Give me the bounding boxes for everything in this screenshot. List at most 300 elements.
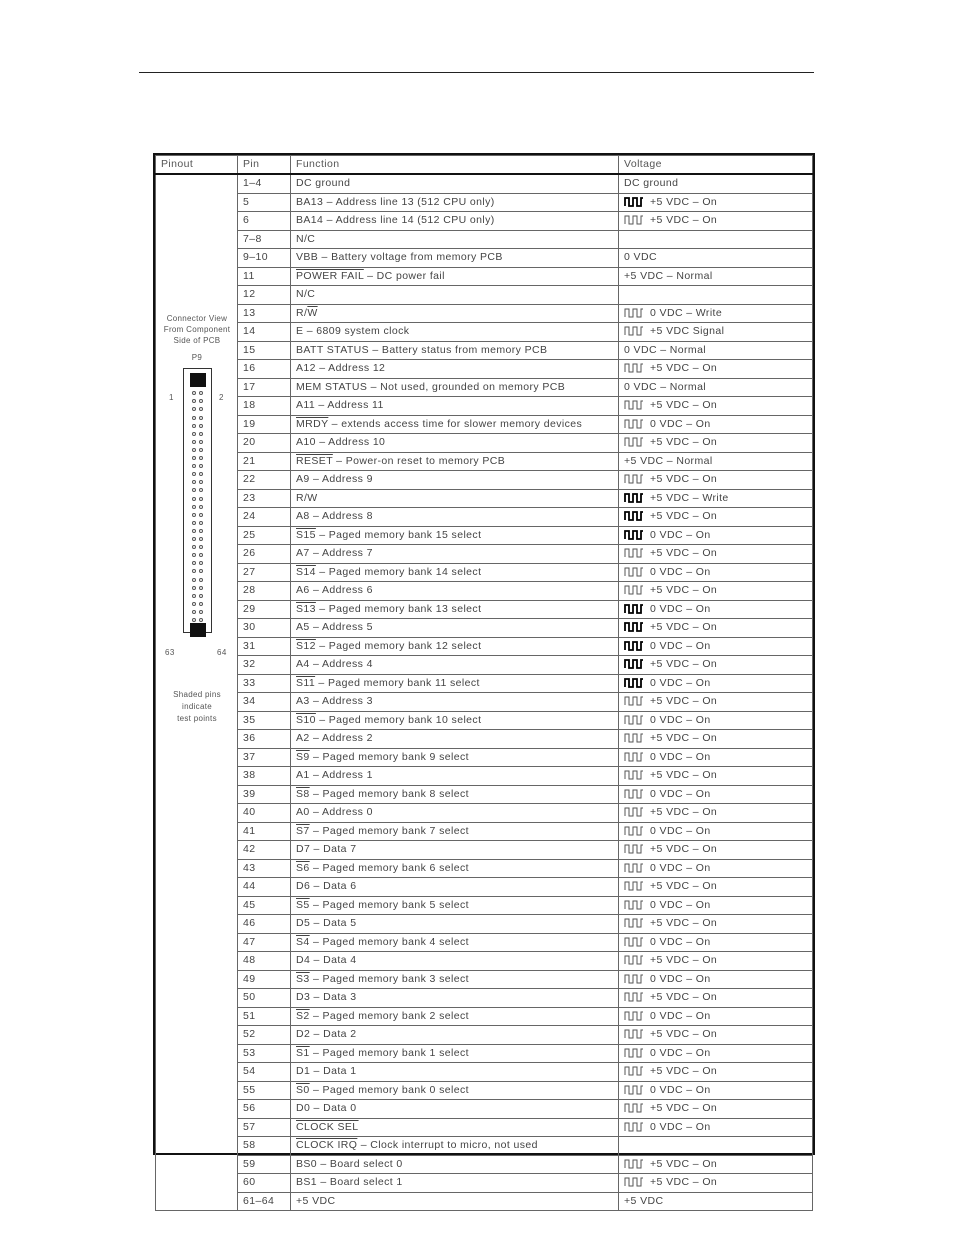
square-wave-icon [624, 604, 644, 614]
voltage-text: +5 VDC – On [650, 1176, 718, 1189]
voltage-text: +5 VDC – On [650, 399, 718, 412]
pin-voltage [619, 693, 813, 712]
connector-pin-pad [192, 432, 196, 436]
voltage-text: +5 VDC – On [650, 695, 718, 708]
connector-pin-pad [199, 391, 203, 395]
pin-function [291, 415, 619, 434]
table-row [156, 822, 813, 841]
pin-function [291, 785, 619, 804]
pin-number: 58 [238, 1137, 291, 1156]
active-low-signal-name: CLOCK SEL [296, 1120, 359, 1133]
voltage-text: +5 VDC – On [650, 991, 718, 1004]
square-wave-icon [624, 992, 644, 1002]
pin-voltage [619, 582, 813, 601]
table-row [156, 1007, 813, 1026]
function-text: BA14 – Address line 14 (512 CPU only) [296, 214, 495, 227]
connector-name: P9 [191, 353, 203, 362]
square-wave-icon [624, 844, 644, 854]
function-text: A2 – Address 2 [296, 732, 373, 745]
function-text: – Paged memory bank 4 select [309, 935, 469, 948]
voltage-text: 0 VDC – Normal [624, 380, 707, 393]
pin-number: 61–64 [238, 1192, 291, 1211]
pin-number: 40 [238, 804, 291, 823]
connector-pin-pad [199, 561, 203, 565]
square-wave-icon [624, 974, 644, 984]
function-text: A11 – Address 11 [296, 399, 384, 412]
table-row [156, 785, 813, 804]
voltage-text: +5 VDC – On [650, 1157, 718, 1170]
pin-voltage [619, 600, 813, 619]
connector-pin-pad [192, 610, 196, 614]
table-row [156, 526, 813, 545]
pin-function [291, 896, 619, 915]
connector-pin-pad [199, 407, 203, 411]
active-low-signal-name: S4 [296, 935, 310, 948]
connector-pin-pad [192, 505, 196, 509]
pinout-table-frame [153, 153, 815, 1207]
table-row [156, 415, 813, 434]
connector-pin-pad [192, 472, 196, 476]
pin-voltage [619, 1081, 813, 1100]
pin-number: 14 [238, 323, 291, 342]
table-row [156, 193, 813, 212]
pin-voltage [619, 730, 813, 749]
square-wave-icon [624, 1085, 644, 1095]
pin-number: 12 [238, 286, 291, 305]
connector-pin-pad [199, 618, 203, 622]
pin-function [291, 489, 619, 508]
table-row [156, 878, 813, 897]
header-pinout: Pinout [156, 156, 238, 175]
connector-pin-pad [199, 602, 203, 606]
table-row [156, 859, 813, 878]
pin-voltage [619, 563, 813, 582]
pin-function [291, 619, 619, 638]
pin-number: 16 [238, 360, 291, 379]
table-row [156, 1100, 813, 1119]
voltage-text: +5 VDC – Normal [624, 454, 713, 467]
pin-voltage [619, 822, 813, 841]
pin-function [291, 212, 619, 231]
square-wave-icon [624, 326, 644, 336]
table-row [156, 360, 813, 379]
pin-number: 60 [238, 1174, 291, 1193]
pin-function [291, 656, 619, 675]
voltage-text: +5 VDC – On [650, 954, 718, 967]
voltage-text: 0 VDC – On [650, 417, 711, 430]
table-row [156, 1192, 813, 1211]
pin-voltage [619, 748, 813, 767]
connector-pin-pad [192, 416, 196, 420]
pin-function [291, 360, 619, 379]
pin-function [291, 582, 619, 601]
voltage-text: 0 VDC – On [650, 898, 711, 911]
table-row [156, 637, 813, 656]
pin-voltage [619, 674, 813, 693]
voltage-text: 0 VDC – On [650, 1120, 711, 1133]
pin-number: 28 [238, 582, 291, 601]
voltage-text: 0 VDC – On [650, 824, 711, 837]
connector-pin-pad [199, 505, 203, 509]
square-wave-icon [624, 770, 644, 780]
table-row [156, 1044, 813, 1063]
connector-pin-pad [192, 497, 196, 501]
active-low-signal-name: CLOCK IRQ [296, 1139, 358, 1152]
pin-63-label: 63 [165, 648, 175, 657]
pin-function [291, 767, 619, 786]
pin-voltage [619, 878, 813, 897]
pin-number: 55 [238, 1081, 291, 1100]
active-low-signal-name: S10 [296, 713, 316, 726]
pin-voltage [619, 1192, 813, 1211]
table-row [156, 748, 813, 767]
table-row [156, 452, 813, 471]
function-text: R/W [296, 491, 318, 504]
pin-number: 44 [238, 878, 291, 897]
function-text: A0 – Address 0 [296, 806, 373, 819]
connector-pin-pad [199, 399, 203, 403]
connector-pin-pad [199, 586, 203, 590]
square-wave-icon [624, 474, 644, 484]
square-wave-icon [624, 363, 644, 373]
function-text: – Paged memory bank 5 select [309, 898, 469, 911]
voltage-text: +5 VDC – On [650, 195, 718, 208]
connector-pin-pad [199, 480, 203, 484]
connector-pin-pad [192, 529, 196, 533]
function-text: A1 – Address 1 [296, 769, 373, 782]
voltage-text: 0 VDC – Normal [624, 343, 707, 356]
table-row [156, 767, 813, 786]
table-row [156, 619, 813, 638]
function-text: – DC power fail [363, 269, 445, 282]
connector-pin-pad [192, 464, 196, 468]
function-text: N/C [296, 232, 316, 245]
pin-voltage [619, 304, 813, 323]
pin-function [291, 952, 619, 971]
pin-number: 31 [238, 637, 291, 656]
connector-pin-pad [192, 488, 196, 492]
table-row [156, 1174, 813, 1193]
pin-function [291, 1007, 619, 1026]
table-row [156, 174, 813, 193]
connector-pin-pad [192, 424, 196, 428]
square-wave-icon [624, 881, 644, 891]
pin-voltage [619, 397, 813, 416]
table-row [156, 508, 813, 527]
pin-number: 46 [238, 915, 291, 934]
pin-function [291, 1026, 619, 1045]
function-text: – Paged memory bank 0 select [309, 1083, 469, 1096]
pin-function [291, 859, 619, 878]
function-text: – Paged memory bank 3 select [309, 972, 469, 985]
function-text: BS1 – Board select 1 [296, 1176, 403, 1189]
pin-voltage [619, 859, 813, 878]
table-row [156, 230, 813, 249]
pin-function [291, 545, 619, 564]
table-row [156, 304, 813, 323]
pin-function [291, 341, 619, 360]
pin-function [291, 989, 619, 1008]
pin-voltage [619, 341, 813, 360]
table-row [156, 267, 813, 286]
function-text: DC ground [296, 177, 351, 190]
pin-number: 20 [238, 434, 291, 453]
pin-1-label: 1 [169, 393, 174, 402]
pin-number: 29 [238, 600, 291, 619]
table-row [156, 471, 813, 490]
active-low-signal-name: S13 [296, 602, 316, 615]
table-header-row [156, 156, 813, 175]
shaded-test-point [190, 373, 206, 387]
connector-pin-pad [192, 440, 196, 444]
active-low-signal-name: MRDY [296, 417, 329, 430]
square-wave-icon [624, 641, 644, 651]
pin-function [291, 378, 619, 397]
voltage-text: +5 VDC – On [650, 1065, 718, 1078]
function-text: A9 – Address 9 [296, 473, 373, 486]
active-low-signal-name: POWER FAIL [296, 269, 364, 282]
pin-number: 33 [238, 674, 291, 693]
pin-function [291, 822, 619, 841]
pin-number: 32 [238, 656, 291, 675]
pin-number: 11 [238, 267, 291, 286]
table-body [156, 174, 813, 1211]
function-text: D5 – Data 5 [296, 917, 357, 930]
function-text: – Paged memory bank 12 select [315, 639, 482, 652]
connector-pin-pad [192, 594, 196, 598]
pin-function [291, 1137, 619, 1156]
voltage-text: +5 VDC – Normal [624, 269, 713, 282]
pin-voltage [619, 286, 813, 305]
function-text: A5 – Address 5 [296, 621, 373, 634]
square-wave-icon [624, 1177, 644, 1187]
pin-voltage [619, 637, 813, 656]
pin-number: 15 [238, 341, 291, 360]
voltage-text: +5 VDC – On [650, 510, 718, 523]
pin-voltage [619, 656, 813, 675]
pin-function [291, 970, 619, 989]
pin-voltage [619, 804, 813, 823]
active-low-signal-name: S15 [296, 528, 316, 541]
pin-function [291, 674, 619, 693]
table-row [156, 656, 813, 675]
active-low-signal-name: RESET [296, 454, 333, 467]
pin-number: 51 [238, 1007, 291, 1026]
pin-2-label: 2 [219, 393, 224, 402]
pin-number: 48 [238, 952, 291, 971]
pin-voltage [619, 1007, 813, 1026]
function-text: D6 – Data 6 [296, 880, 357, 893]
pin-voltage [619, 841, 813, 860]
voltage-text: +5 VDC – On [650, 1102, 718, 1115]
pin-voltage [619, 323, 813, 342]
pin-function [291, 434, 619, 453]
table-row [156, 434, 813, 453]
pin-function [291, 452, 619, 471]
voltage-text: 0 VDC – On [650, 935, 711, 948]
pin-function [291, 508, 619, 527]
connector-caption-line: Connector View [166, 314, 228, 323]
pin-voltage [619, 619, 813, 638]
square-wave-icon [624, 585, 644, 595]
pin-function [291, 526, 619, 545]
header-pin: Pin [238, 156, 291, 175]
pin-function [291, 693, 619, 712]
connector-pin-pad [192, 569, 196, 573]
pin-voltage [619, 434, 813, 453]
voltage-text: 0 VDC – On [650, 750, 711, 763]
voltage-text: +5 VDC – On [650, 473, 718, 486]
square-wave-icon [624, 1122, 644, 1132]
connector-pin-pad [199, 594, 203, 598]
pin-function [291, 193, 619, 212]
connector-pin-pad [192, 602, 196, 606]
pin-voltage [619, 545, 813, 564]
square-wave-icon [624, 419, 644, 429]
voltage-text: 0 VDC – On [650, 565, 711, 578]
connector-pin-pad [199, 553, 203, 557]
function-text: – Clock interrupt to micro, not used [357, 1139, 538, 1152]
pin-function [291, 1155, 619, 1174]
function-text: VBB – Battery voltage from memory PCB [296, 251, 503, 264]
square-wave-icon [624, 1048, 644, 1058]
square-wave-icon [624, 1066, 644, 1076]
connector-pin-pad [199, 537, 203, 541]
pin-voltage [619, 1026, 813, 1045]
table-row [156, 249, 813, 268]
pin-function [291, 304, 619, 323]
shaded-pins-note-line: Shaded pins [173, 690, 221, 699]
square-wave-icon [624, 1159, 644, 1169]
function-text: A10 – Address 10 [296, 436, 386, 449]
function-text: – Paged memory bank 11 select [315, 676, 480, 689]
table-row [156, 378, 813, 397]
pin-voltage [619, 1137, 813, 1156]
square-wave-icon [624, 678, 644, 688]
pin-function [291, 1081, 619, 1100]
connector-pin-pad [192, 561, 196, 565]
pin-function [291, 397, 619, 416]
table-row [156, 1118, 813, 1137]
function-text: – Paged memory bank 15 select [315, 528, 482, 541]
pin-number: 47 [238, 933, 291, 952]
pin-voltage [619, 526, 813, 545]
square-wave-icon [624, 863, 644, 873]
function-text: – Paged memory bank 10 select [315, 713, 482, 726]
square-wave-icon [624, 659, 644, 669]
square-wave-icon [624, 493, 644, 503]
pin-number: 26 [238, 545, 291, 564]
table-row [156, 286, 813, 305]
pin-voltage [619, 415, 813, 434]
pin-number: 49 [238, 970, 291, 989]
pin-voltage [619, 1174, 813, 1193]
pin-voltage [619, 970, 813, 989]
voltage-text: +5 VDC – On [650, 658, 718, 671]
pin-number: 50 [238, 989, 291, 1008]
active-low-signal-name: S8 [296, 787, 310, 800]
square-wave-icon [624, 1029, 644, 1039]
table-row [156, 341, 813, 360]
connector-pin-pad [192, 553, 196, 557]
pin-function [291, 637, 619, 656]
table-row [156, 1081, 813, 1100]
pin-number: 41 [238, 822, 291, 841]
function-text: – Paged memory bank 13 select [315, 602, 482, 615]
square-wave-icon [624, 437, 644, 447]
table-row [156, 1026, 813, 1045]
voltage-text: DC ground [624, 177, 679, 190]
pin-voltage [619, 1155, 813, 1174]
pin-function [291, 471, 619, 490]
pin-number: 5 [238, 193, 291, 212]
pin-function [291, 1044, 619, 1063]
voltage-text: 0 VDC – On [650, 861, 711, 874]
pin-number: 30 [238, 619, 291, 638]
voltage-text: 0 VDC – On [650, 639, 711, 652]
shaded-pins-note-line: indicate [182, 702, 212, 711]
square-wave-icon [624, 567, 644, 577]
pin-function [291, 878, 619, 897]
connector-pin-pad [192, 448, 196, 452]
connector-p9-outline [183, 368, 212, 633]
voltage-text: +5 VDC – On [650, 806, 718, 819]
connector-pin-pad [199, 440, 203, 444]
table-row [156, 600, 813, 619]
pin-function [291, 1100, 619, 1119]
square-wave-icon [624, 1103, 644, 1113]
function-text: D2 – Data 2 [296, 1028, 357, 1041]
connector-pin-pad [192, 545, 196, 549]
active-low-signal-name: S14 [296, 565, 316, 578]
connector-pin-pad [199, 416, 203, 420]
table-row [156, 489, 813, 508]
pin-voltage [619, 360, 813, 379]
pin-number: 37 [238, 748, 291, 767]
table-row [156, 693, 813, 712]
pin-number: 54 [238, 1063, 291, 1082]
square-wave-icon [624, 511, 644, 521]
connector-pin-pad [199, 456, 203, 460]
pin-number: 7–8 [238, 230, 291, 249]
function-text: A3 – Address 3 [296, 695, 373, 708]
function-text: BS0 – Board select 0 [296, 1157, 403, 1170]
active-low-signal-name: S5 [296, 898, 310, 911]
table-row [156, 841, 813, 860]
function-text: D4 – Data 4 [296, 954, 357, 967]
pin-voltage [619, 896, 813, 915]
pin-function [291, 915, 619, 934]
pin-function [291, 267, 619, 286]
pin-function [291, 1118, 619, 1137]
active-low-signal-name: S7 [296, 824, 310, 837]
square-wave-icon [624, 937, 644, 947]
function-text: D7 – Data 7 [296, 843, 357, 856]
voltage-text: 0 VDC – On [650, 1009, 711, 1022]
pin-number: 36 [238, 730, 291, 749]
pin-voltage [619, 767, 813, 786]
pin-number: 9–10 [238, 249, 291, 268]
active-low-signal-name: S0 [296, 1083, 310, 1096]
square-wave-icon [624, 530, 644, 540]
connector-caption-line: From Component [163, 325, 231, 334]
function-text: A4 – Address 4 [296, 658, 373, 671]
pin-voltage [619, 174, 813, 193]
table-row [156, 970, 813, 989]
pin-voltage [619, 1118, 813, 1137]
connector-pin-pad [199, 569, 203, 573]
voltage-text: 0 VDC – Write [650, 306, 723, 319]
